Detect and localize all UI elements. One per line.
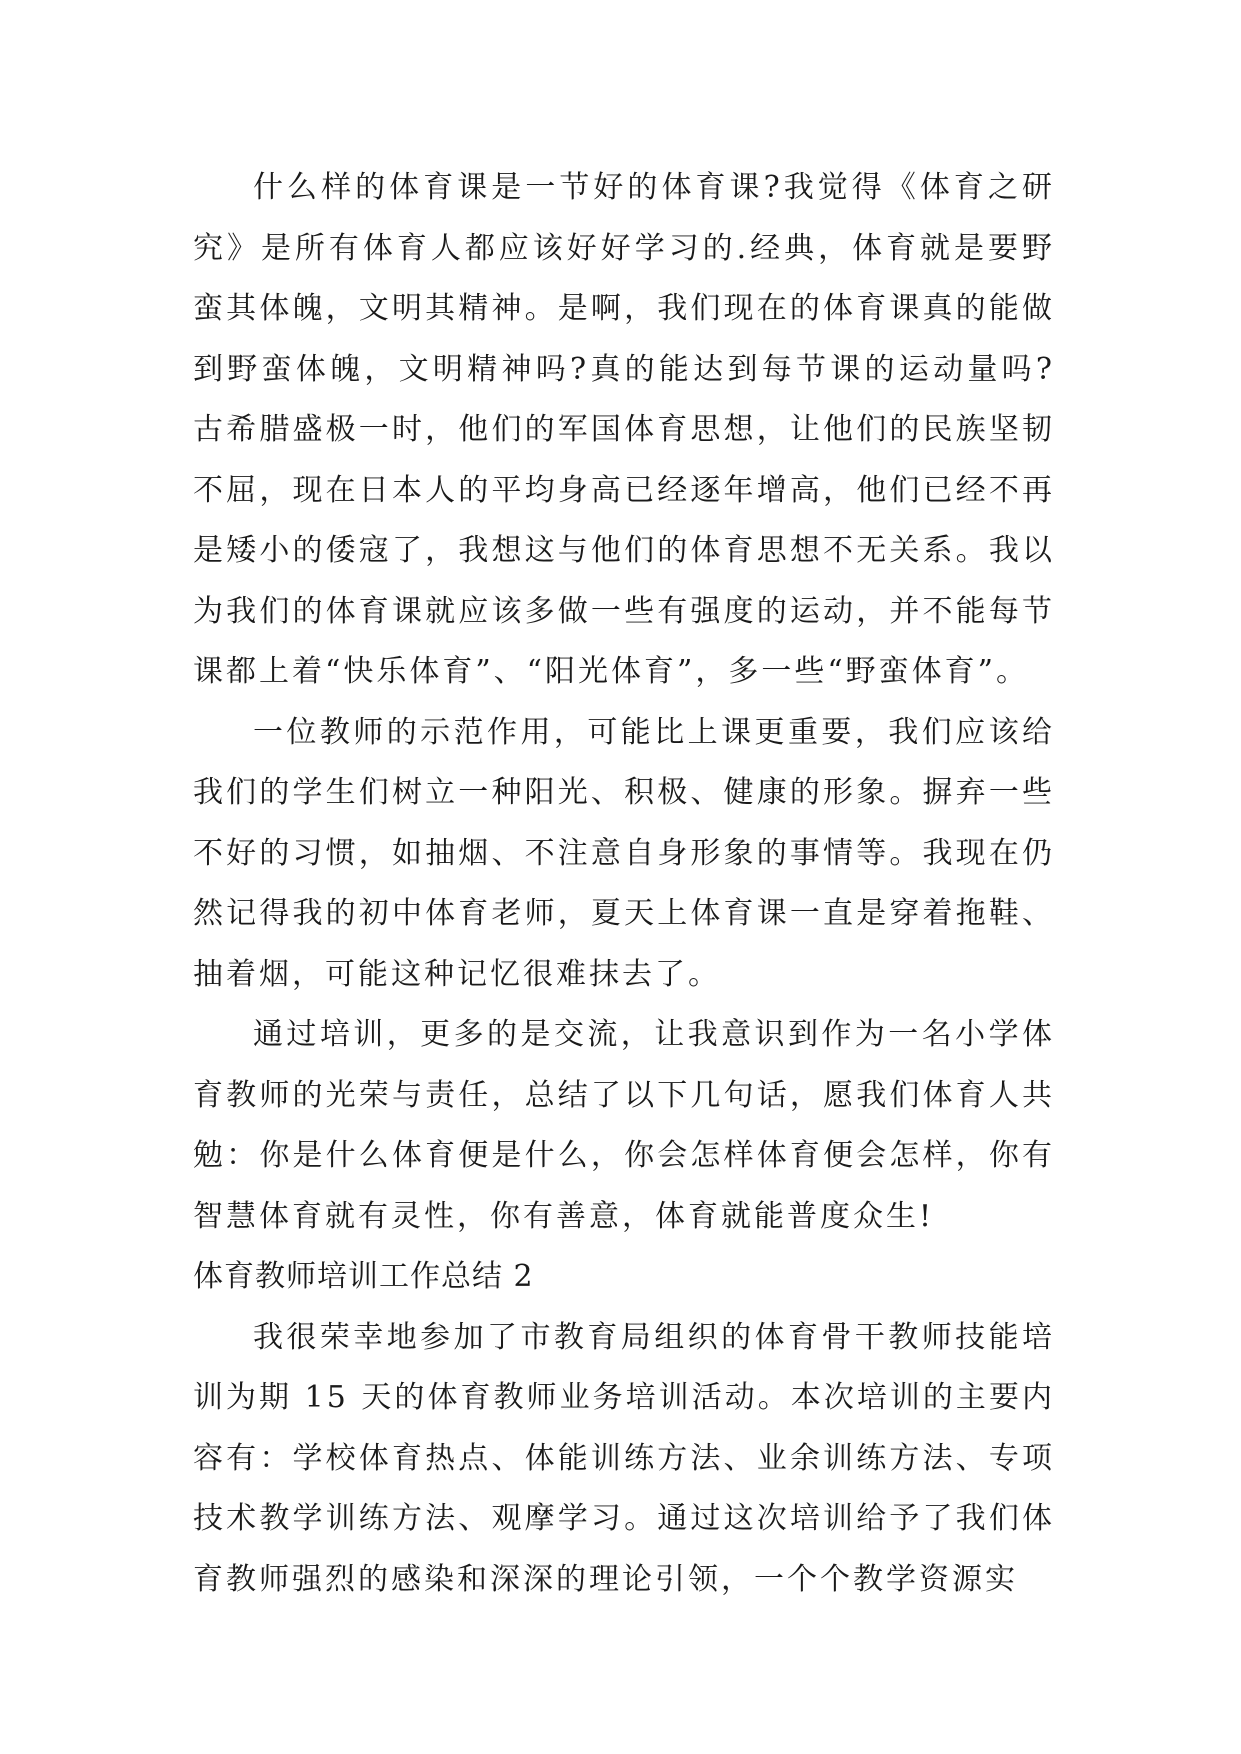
paragraph-teacher-role-model: 一位教师的示范作用，可能比上课更重要，我们应该给我们的学生们树立一种阳光、积极、健康的形象。摒弃一些不好的习惯，如抽烟、不注意自身形象的事情等。我现在仍然记得我的初中体育老师，夏天上体育课一直是穿着拖鞋、抽着烟，可能这种记忆很难抹去了。 [193, 714, 1055, 992]
section-heading: 体育教师培训工作总结 2 [193, 1259, 534, 1294]
document-page [193, 158, 1055, 1610]
paragraph-training-summary: 我很荣幸地参加了市教育局组织的体育骨干教师技能培训为期 15 天的体育教师业务培训活动。本次培训的主要内容有：学校体育热点、体能训练方法、业余训练方法、专项技术教学训练方法、观摩学习。通过这次培训给予了我们体育教师强烈的感染和深深的理论引领，一个个教学资源实 [193, 1319, 1055, 1597]
paragraph-training-reflection: 通过培训，更多的是交流，让我意识到作为一名小学体育教师的光荣与责任，总结了以下几句话，愿我们体育人共勉：你是什么体育便是什么，你会怎样体育便会怎样，你有智慧体育就有灵性，你有善意，体育就能普度众生! [193, 1017, 1055, 1234]
paragraph-pe-class-philosophy: 什么样的体育课是一节好的体育课?我觉得《体育之研究》是所有体育人都应该好好学习的.经典，体育就是要野蛮其体魄，文明其精神。是啊，我们现在的体育课真的能做到野蛮体魄，文明精神吗?真的能达到每节课的运动量吗?古希腊盛极一时，他们的军国体育思想，让他们的民族坚韧不屈，现在日本人的平均身高已经逐年增高，他们已经不再是矮小的倭寇了，我想这与他们的体育思想不无关系。我以为我们的体育课就应该多做一些有强度的运动，并不能每节课都上着“快乐体育”、“阳光体育”，多一些“野蛮体育”。 [193, 170, 1055, 689]
